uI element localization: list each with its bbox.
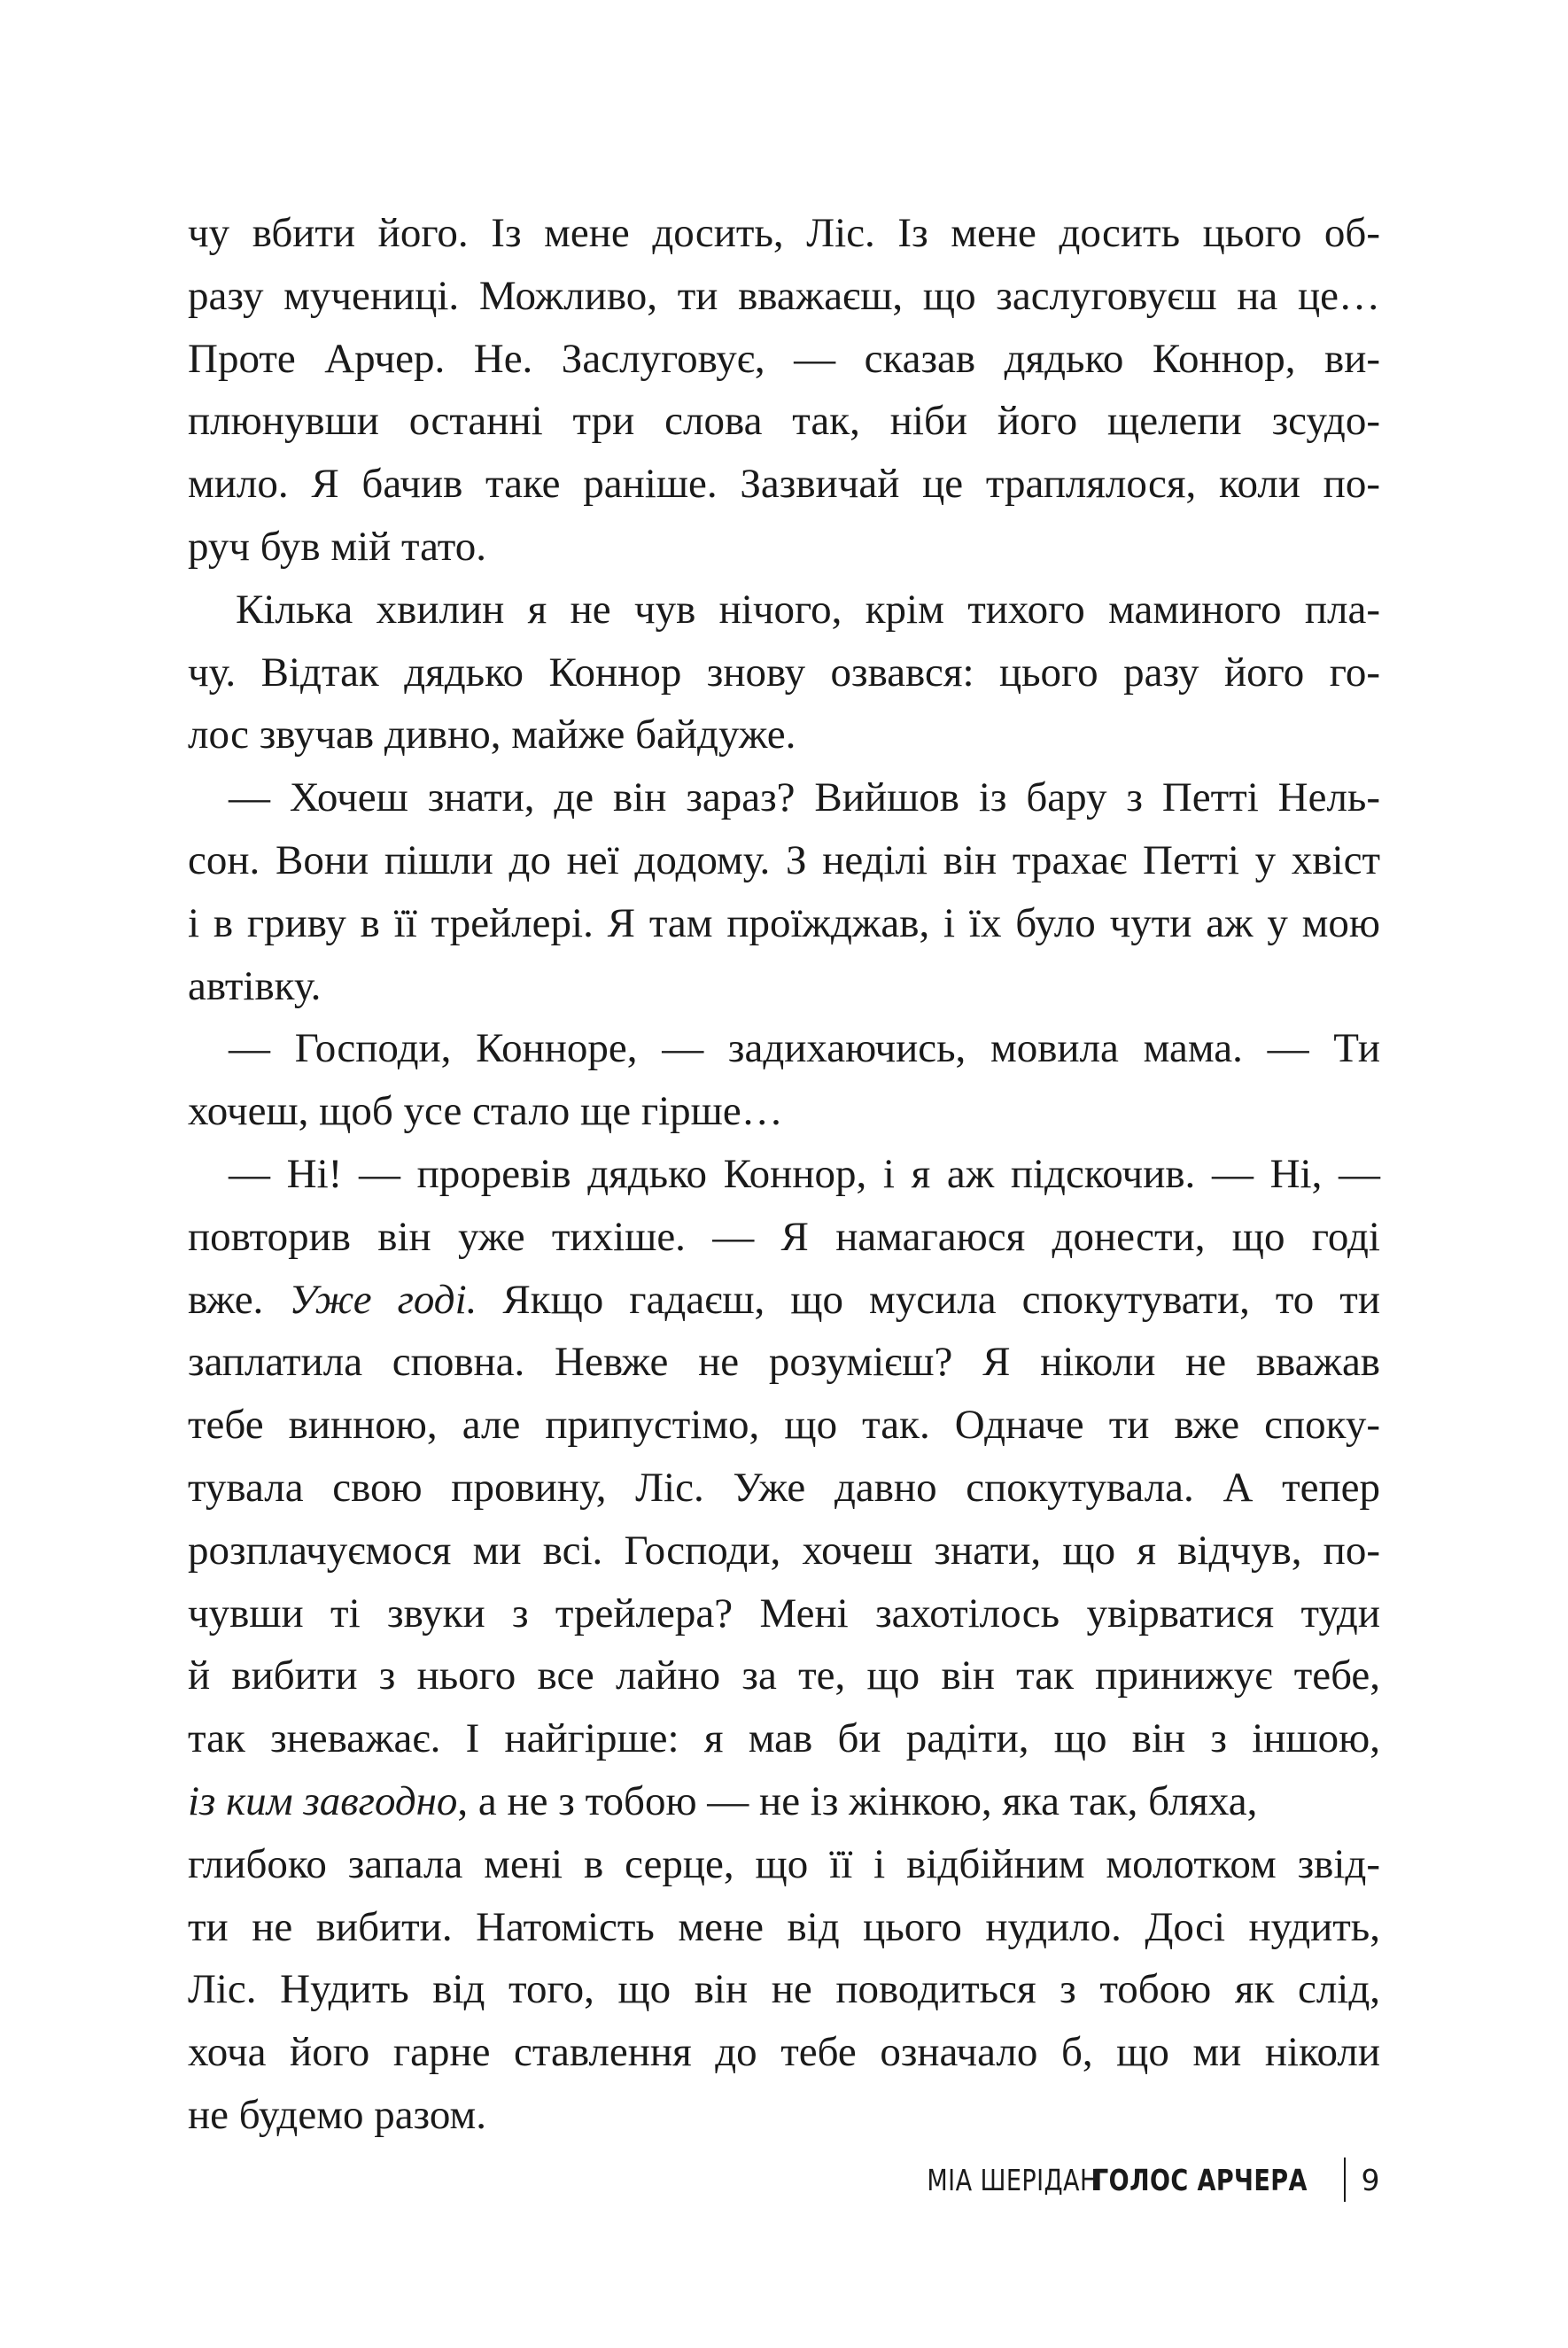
text-line-7 [188,579,1380,641]
text-line-4 [188,390,1380,453]
text-run: ти не вибити. Натомість мене від цього нудило. Досі нудить, [188,1903,1380,1950]
text-line-2 [188,265,1380,328]
text-line-14 [188,1017,1380,1080]
text-run: Проте Арчер. Не. Заслуговує, — сказав дядько Коннор, ви- [188,335,1380,382]
text-line-31 [188,2084,1380,2147]
text-run: Якщо гадаєш, що мусила спокутувати, то ти [477,1276,1380,1323]
text-run: сон. Вони пішли до неї додому. З неділі він трахає Петті у хвіст [188,836,1380,883]
text-run: мило. Я бачив таке раніше. Зазвичай це траплялося, коли по- [188,461,1380,508]
footer-divider [1344,2158,1346,2202]
text-run: , а не з тобою — не із жінкою, яка так, бляха, [457,1777,1258,1824]
text-line-30 [188,2021,1380,2084]
italic-run: із ким завгодно [188,1777,458,1824]
text-line-19 [188,1331,1380,1394]
text-line-22 [188,1520,1380,1582]
text-run: разу мучениці. Можливо, ти вважаєш, що заслуговуєш на це… [188,272,1380,319]
text-run: тувала свою провину, Ліс. Уже давно спокутувала. А тепер [188,1464,1380,1511]
text-run: й вибити з нього все лайно за те, що він так принижує тебе, [188,1652,1380,1699]
text-line-20 [188,1394,1380,1457]
text-line-23 [188,1582,1380,1645]
text-run: хочеш, щоб усе стало ще гірше… [188,1088,783,1135]
running-footer [889,2155,1380,2204]
italic-run: Уже годі. [289,1276,477,1323]
page-body-text [188,202,1380,2147]
text-line-9 [188,704,1380,766]
text-line-27 [188,1833,1380,1896]
text-line-5 [188,453,1380,516]
text-run: чувши ті звуки з трейлера? Мені захотілось увірватися туди [188,1590,1380,1637]
text-run: чу. Відтак дядько Коннор знову озвався: цього разу його го- [188,649,1380,696]
text-line-15 [188,1080,1380,1143]
text-run: розплачуємося ми всі. Господи, хочеш знати, що я відчув, по- [188,1527,1380,1574]
text-run: лос звучав дивно, майже байдуже. [188,711,796,758]
text-line-24 [188,1644,1380,1707]
text-run: чу вбити його. Із мене досить, Ліс. Із мене досить цього об- [188,210,1380,256]
text-run: плюнувши останні три слова так, ніби його щелепи зсудо- [188,398,1380,445]
text-run: руч був мій тато. [188,523,486,570]
text-run: не будемо разом. [188,2091,486,2138]
text-run: — Хочеш знати, де він зараз? Вийшов із бару з Петті Нель- [229,774,1380,821]
text-line-11 [188,829,1380,892]
text-run: глибоко запала мені в серце, що її і відбійним молотком звід- [188,1840,1380,1887]
text-line-29 [188,1958,1380,2021]
text-run: Ліс. Нудить від того, що він не поводиться з тобою як слід, [188,1966,1380,2013]
text-run: — Господи, Конноре, — задихаючись, мовила мама. — Ти [229,1025,1380,1072]
text-run: заплатила сповна. Невже не розумієш? Я ніколи не вважав [188,1339,1380,1386]
text-line-8 [188,641,1380,704]
text-run: і в гриву в її трейлері. Я там проїжджав, і їх було чути аж у мою [188,899,1380,946]
text-run: хоча його гарне ставлення до тебе означало б, що ми ніколи [188,2029,1380,2076]
text-line-25 [188,1707,1380,1770]
text-line-16 [188,1143,1380,1206]
text-run: тебе винною, але припустімо, що так. Одначе ти вже споку- [188,1402,1380,1449]
footer-book-title: ГОЛОС АРЧЕРА [1092,2162,1308,2197]
text-run: так зневажає. І найгірше: я мав би радіти, що він з іншою, [188,1715,1380,1762]
text-line-18 [188,1269,1380,1332]
text-line-10 [188,766,1380,829]
text-line-6 [188,516,1380,579]
text-run: Кілька хвилин я не чув нічого, крім тихого маминого пла- [236,586,1380,633]
text-line-28 [188,1896,1380,1959]
text-run: автівку. [188,962,322,1009]
text-line-17 [188,1206,1380,1269]
text-run: — Ні! — проревів дядько Коннор, і я аж підскочив. — Ні, — [229,1150,1380,1197]
text-line-26 [188,1770,1380,1833]
page-number: 9 [1361,2162,1380,2197]
text-line-12 [188,892,1380,955]
text-run: вже. [188,1276,290,1323]
text-line-13 [188,955,1380,1018]
text-run: повторив він уже тихіше. — Я намагаюся донести, що годі [188,1213,1380,1260]
text-line-1 [188,202,1380,265]
text-line-3 [188,328,1380,391]
text-line-21 [188,1457,1380,1520]
footer-author: МІА ШЕРІДАН [927,2162,1098,2197]
